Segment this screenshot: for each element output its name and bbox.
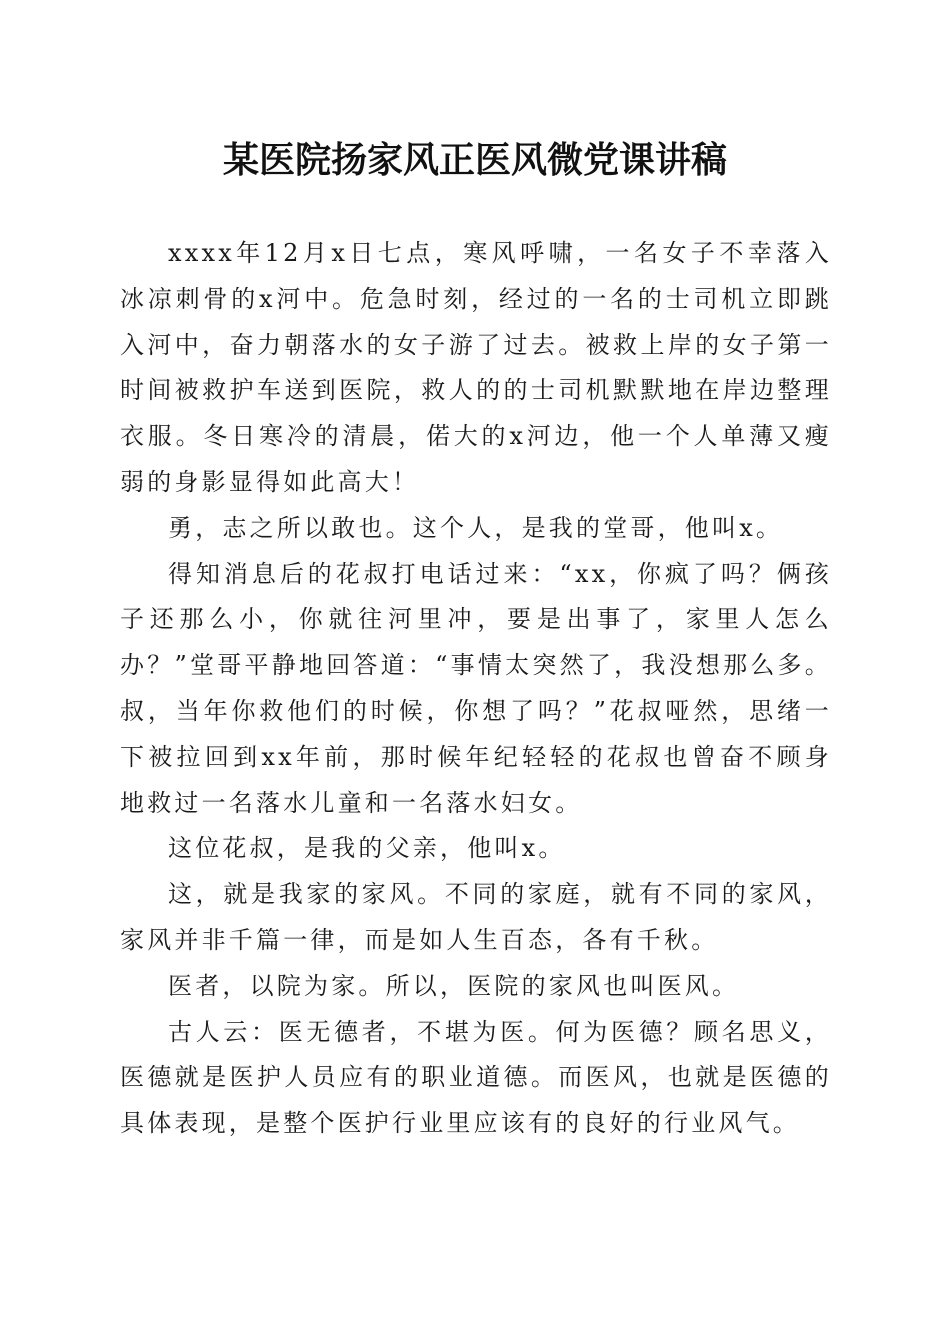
document-title: 某医院扬家风正医风微党课讲稿: [222, 139, 727, 181]
paragraph: 这位花叔，是我的父亲，他叫x。: [168, 834, 566, 863]
paragraph: 这，就是我家的家风。不同的家庭，就有不同的家风，家风并非千篇一律，而是如人生百态，各有千秋。: [120, 880, 832, 954]
paragraph: xxxx年12月x日七点，寒风呼啸，一名女子不幸落入冰凉刺骨的x河中。危急时刻，经过的一名的士司机立即跳入河中，奋力朝落水的女子游了过去。被救上岸的女子第一时间被救护车送到医院，救人的的士司机默默地在岸边整理衣服。冬日寒冷的清晨，偌大的x河边，他一个人单薄又瘦弱的身影显得如此高大！: [120, 239, 832, 496]
paragraph: 古人云：医无德者，不堪为医。何为医德？顾名思义，医德就是医护人员应有的职业道德。而医风，也就是医德的具体表现，是整个医护行业里应该有的良好的行业风气。: [120, 1017, 832, 1138]
paragraph: 得知消息后的花叔打电话过来：“xx，你疯了吗？俩孩子还那么小，你就往河里冲，要是出事了，家里人怎么办？”堂哥平静地回答道：“事情太突然了，我没想那么多。叔，当年你救他们的时候，你想了吗？”花叔哑然，思绪一下被拉回到xx年前，那时候年纪轻轻的花叔也曾奋不顾身地救过一名落水儿童和一名落水妇女。: [120, 559, 832, 817]
document-body: [120, 231, 832, 1147]
paragraph: 勇，志之所以敢也。这个人，是我的堂哥，他叫x。: [168, 513, 784, 542]
paragraph: 医者，以院为家。所以，医院的家风也叫医风。: [168, 971, 740, 1000]
